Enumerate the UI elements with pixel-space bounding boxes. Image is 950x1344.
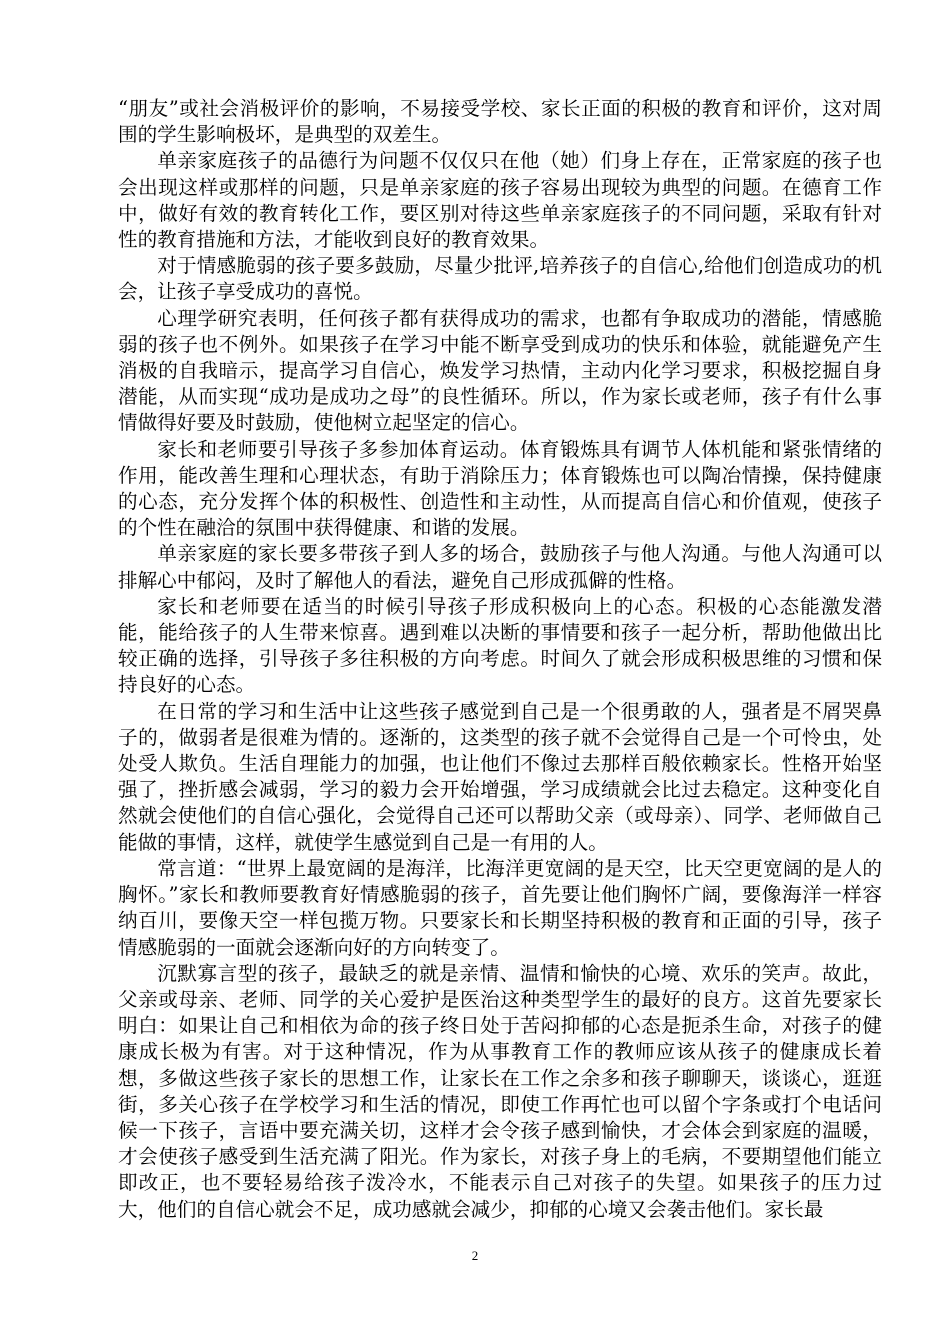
paragraph-9: 常言道：“世界上最宽阔的是海洋，比海洋更宽阔的是天空，比天空更宽阔的是人的胸怀。”家长和教师要教育好情感脆弱的孩子，首先要让他们胸怀广阔，要像海洋一样容纳百川，要像天空一样包揽万物。只要家长和长期坚持积极的教育和正面的引导，孩子情感脆弱的一面就会逐渐向好的方向转变了。 [118, 856, 882, 959]
paragraph-3: 对于情感脆弱的孩子要多鼓励，尽量少批评,培养孩子的自信心,给他们创造成功的机会，让孩子享受成功的喜悦。 [118, 254, 882, 304]
page-number: 2 [471, 1248, 479, 1263]
paragraph-8: 在日常的学习和生活中让这些孩子感觉到自己是一个很勇敢的人，强者是不屑哭鼻子的，做弱者是很难为情的。逐渐的，这类型的孩子就不会觉得自己是一个可怜虫，处处受人欺负。生活自理能力的加强，也让他们不像过去那样百般依赖家长。性格开始坚强了，挫折感会减弱，学习的毅力会开始增强，学习成绩就会比过去稳定。这种变化自然就会使他们的自信心强化，会觉得自己还可以帮助父亲（或母亲）、同学、老师做自己能做的事情，这样，就使学生感觉到自己是一有用的人。 [118, 699, 882, 854]
paragraph-5: 家长和老师要引导孩子多参加体育运动。体育锻炼具有调节人体机能和紧张情绪的作用，能改善生理和心理状态，有助于消除压力；体育锻炼也可以陶冶情操，保持健康的心态，充分发挥个体的积极性、创造性和主动性，从而提高自信心和价值观，使孩子的个性在融洽的氛围中获得健康、和谐的发展。 [118, 437, 882, 540]
paragraph-7: 家长和老师要在适当的时候引导孩子形成积极向上的心态。积极的心态能激发潜能，能给孩子的人生带来惊喜。遇到难以决断的事情要和孩子一起分析，帮助他做出比较正确的选择，引导孩子多往积极的方向考虑。时间久了就会形成积极思维的习惯和保持良好的心态。 [118, 594, 882, 697]
paragraph-4: 心理学研究表明，任何孩子都有获得成功的需求，也都有争取成功的潜能，情感脆弱的孩子也不例外。如果孩子在学习中能不断享受到成功的快乐和体验，就能避免产生消极的自我暗示，提高学习自信心，焕发学习热情，主动内化学习要求，积极挖掘自身潜能，从而实现“成功是成功之母”的良性循环。所以，作为家长或老师，孩子有什么事情做得好要及时鼓励，使他树立起坚定的信心。 [118, 306, 882, 435]
paragraph-10: 沉默寡言型的孩子，最缺乏的就是亲情、温情和愉快的心境、欢乐的笑声。故此，父亲或母亲、老师、同学的关心爱护是医治这种类型学生的最好的良方。这首先要家长明白：如果让自己和相依为命的孩子终日处于苦闷抑郁的心态是扼杀生命，对孩子的健康成长极为有害。对于这种情况，作为从事教育工作的教师应该从孩子的健康成长着想，多做这些孩子家长的思想工作，让家长在工作之余多和孩子聊聊天，谈谈心，逛逛街，多关心孩子在学校学习和生活的情况，即使工作再忙也可以留个字条或打个电话问候一下孩子，言语中要充满关切，这样才会令孩子感到愉快，才会体会到家庭的温暖，才会使孩子感受到生活充满了阳光。作为家长，对孩子身上的毛病，不要期望他们能立即改正，也不要轻易给孩子泼冷水，不能表示自己对孩子的失望。如果孩子的压力过大，他们的自信心就会不足，成功感就会减少，抑郁的心境又会袭击他们。家长最 [118, 961, 882, 1221]
document-body [118, 96, 882, 1223]
paragraph-6: 单亲家庭的家长要多带孩子到人多的场合，鼓励孩子与他人沟通。与他人沟通可以排解心中郁闷，及时了解他人的看法，避免自己形成孤僻的性格。 [118, 542, 882, 592]
paragraph-1: “朋友”或社会消极评价的影响，不易接受学校、家长正面的积极的教育和评价，这对周围的学生影响极坏，是典型的双差生。 [118, 97, 882, 147]
paragraph-2: 单亲家庭孩子的品德行为问题不仅仅只在他（她）们身上存在，正常家庭的孩子也会出现这样或那样的问题，只是单亲家庭的孩子容易出现较为典型的问题。在德育工作中，做好有效的教育转化工作，要区别对待这些单亲家庭孩子的不同问题，采取有针对性的教育措施和方法，才能收到良好的教育效果。 [118, 149, 882, 252]
